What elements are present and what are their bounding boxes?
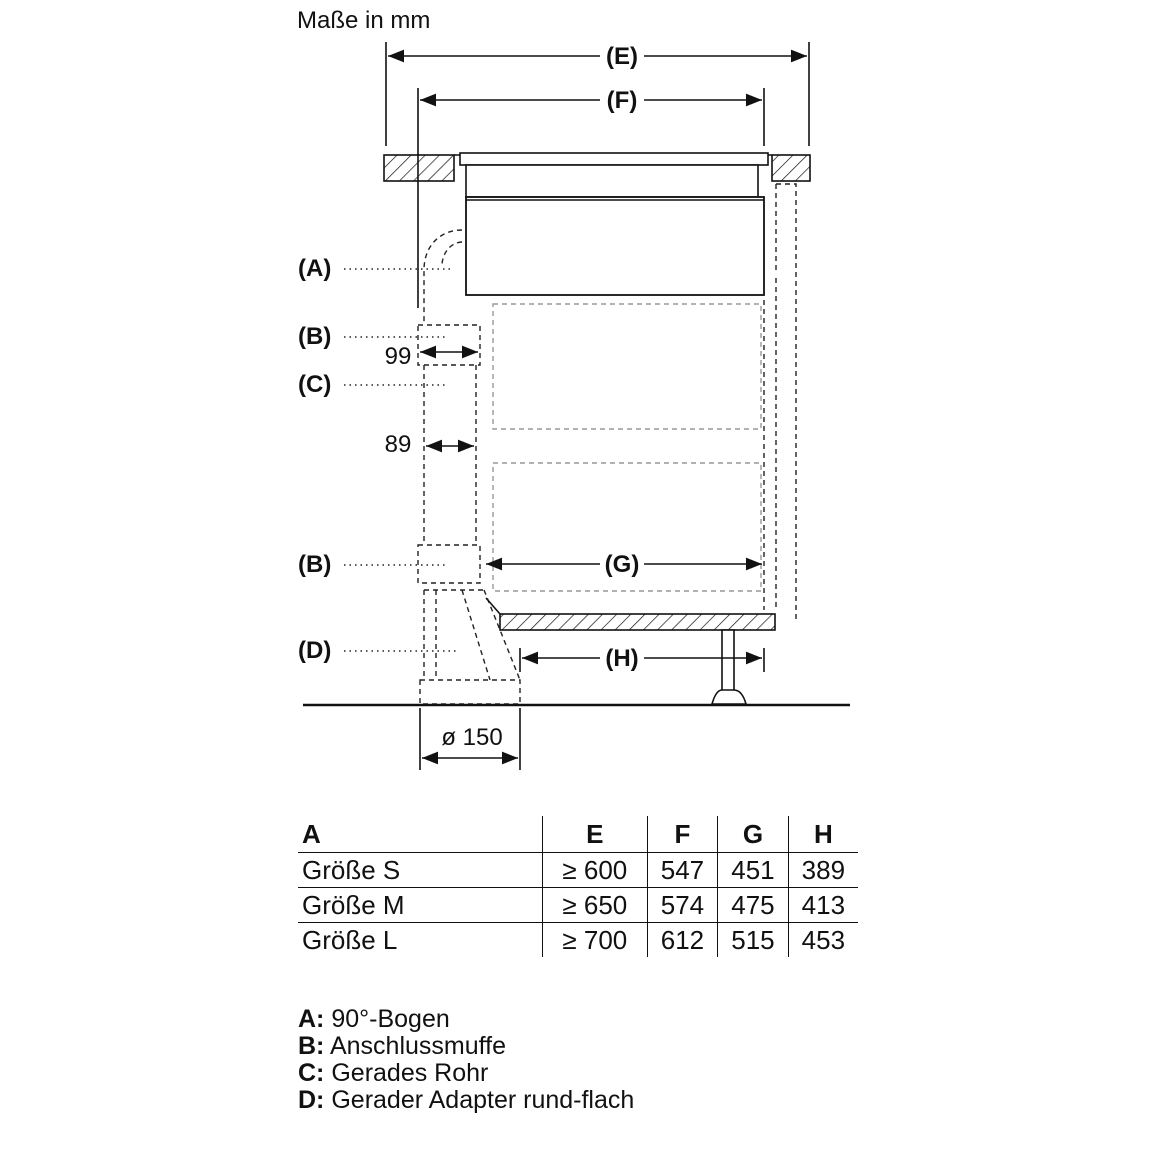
dimension-89 <box>385 431 474 458</box>
callout-d <box>298 637 456 664</box>
legend-key: B: <box>298 1032 325 1060</box>
dimension-f <box>420 87 762 114</box>
legend-text: Anschlussmuffe <box>329 1032 506 1060</box>
table-cell: 612 <box>647 923 718 958</box>
table-row <box>298 888 858 923</box>
table-cell: 453 <box>788 923 858 958</box>
table-cell: ≥ 600 <box>543 853 648 888</box>
legend <box>298 1006 634 1114</box>
size-table <box>298 816 858 957</box>
table-cell: Größe L <box>298 923 543 958</box>
dim-89-text: 89 <box>384 431 412 458</box>
dimension-g <box>486 551 762 578</box>
table-cell: 389 <box>788 853 858 888</box>
legend-text: Gerades Rohr <box>331 1059 489 1087</box>
table-cell: 547 <box>647 853 718 888</box>
dimension-diameter-150 <box>420 708 520 770</box>
table-cell: ≥ 700 <box>543 923 648 958</box>
legend-text: 90°-Bogen <box>331 1005 450 1033</box>
dimension-e <box>388 43 807 70</box>
legend-item <box>298 1006 634 1033</box>
callout-b-upper <box>298 323 448 350</box>
table-cell: Größe S <box>298 853 543 888</box>
label-b-upper: (B) <box>298 323 332 350</box>
duct-system <box>418 230 520 704</box>
legend-item <box>298 1033 634 1060</box>
label-b-lower: (B) <box>298 551 332 578</box>
units-title: Maße in mm <box>297 7 431 34</box>
legend-item <box>298 1060 634 1087</box>
dimension-99 <box>385 343 478 370</box>
table-cell: Größe M <box>298 888 543 923</box>
table-header-cell: H <box>788 816 858 853</box>
label-e: (E) <box>606 43 638 70</box>
table-header-cell: G <box>718 816 789 853</box>
hob-appliance <box>460 153 768 295</box>
callout-b-lower <box>298 551 448 578</box>
table-cell: 574 <box>647 888 718 923</box>
dim-150-text: ø 150 <box>441 724 503 751</box>
table-row <box>298 853 858 888</box>
label-g: (G) <box>604 551 640 578</box>
legend-item <box>298 1087 634 1114</box>
dim-99-text: 99 <box>384 343 412 370</box>
legend-key: C: <box>298 1059 325 1087</box>
table-cell: 413 <box>788 888 858 923</box>
drawers <box>493 304 761 591</box>
table-cell: ≥ 650 <box>543 888 648 923</box>
callout-c <box>298 371 448 398</box>
legend-text: Gerader Adapter rund-flach <box>331 1086 635 1114</box>
legend-key: D: <box>298 1086 325 1114</box>
label-a: (A) <box>298 255 332 282</box>
cabinet-side-dashed <box>764 184 796 620</box>
table-row <box>298 923 858 958</box>
label-c: (C) <box>298 371 332 398</box>
legend-key: A: <box>298 1005 325 1033</box>
table-cell: 515 <box>718 923 789 958</box>
label-f: (F) <box>606 87 638 114</box>
table-cell: 475 <box>718 888 789 923</box>
table-header-cell: E <box>543 816 648 853</box>
table-cell: 451 <box>718 853 789 888</box>
callout-a <box>298 255 452 282</box>
label-h: (H) <box>605 645 639 672</box>
label-d: (D) <box>298 637 332 664</box>
table-header-cell: F <box>647 816 718 853</box>
table-header-cell: A <box>302 819 321 849</box>
table-header-row <box>298 816 858 853</box>
